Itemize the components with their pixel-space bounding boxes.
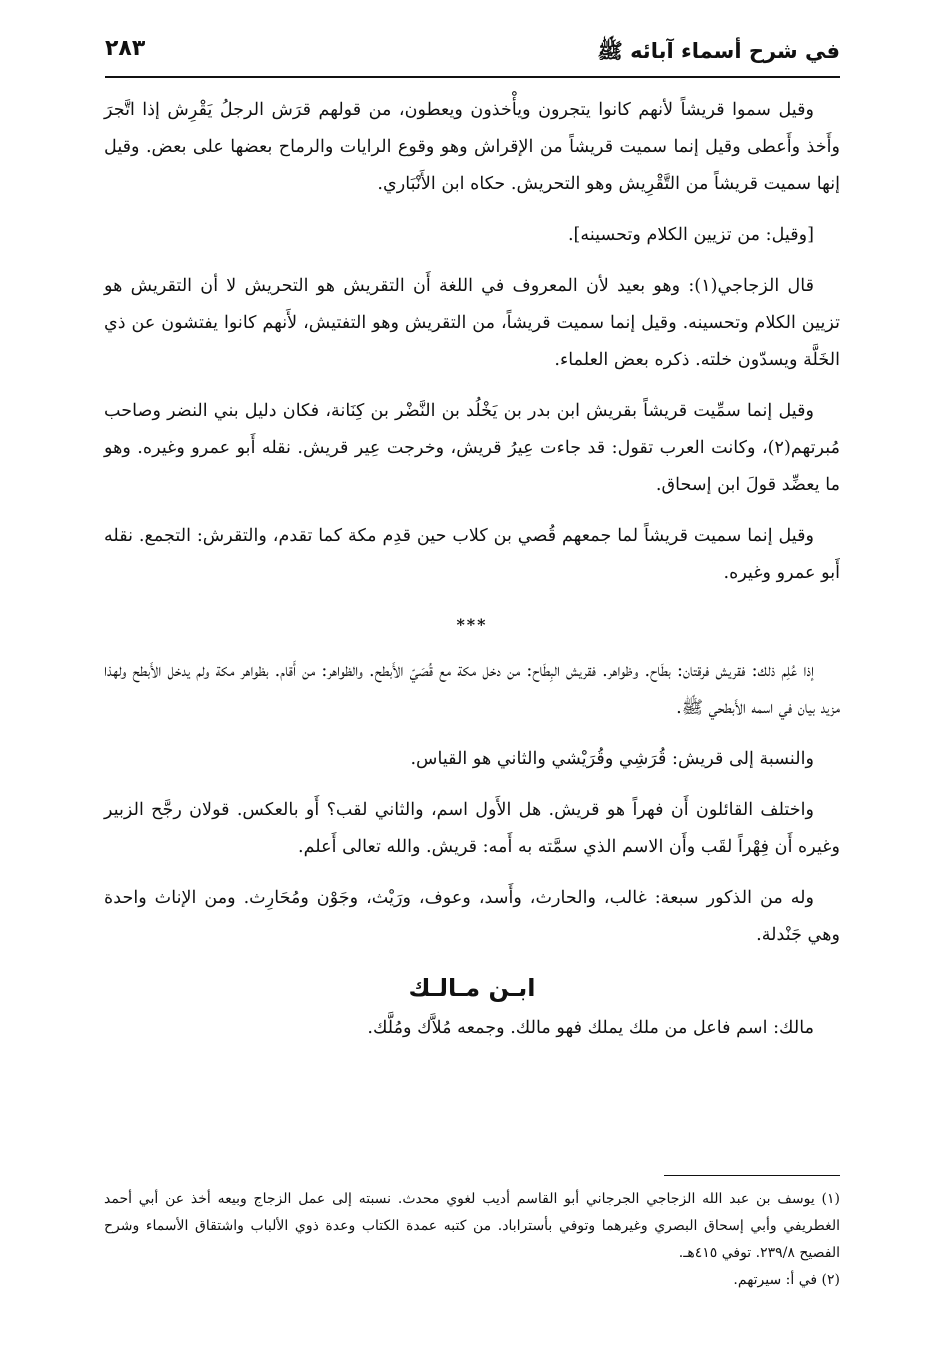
header-rule (105, 76, 840, 78)
section-separator: *** (456, 615, 488, 634)
footnotes (104, 1175, 840, 1294)
page-number: ٢٨٣ (105, 36, 146, 61)
paragraph-quraysh-ibn-badr: وقيل إنما سمِّيت قريشاً بقريش ابن بدر بن يَخْلُد بن النَّضْر بن كِنَانة، فكان دليل بني النضر وصاحب مُبرتهم(٢)، وكانت العرب تقول: قد جاءت عِيرُ قريش، وخرجت عِير قريش. نقله أَبو عمرو وغيره. وهو ما يعضِّد قولَ ابن إسحاق. (104, 401, 840, 495)
paragraph-quraysh-trade: وقيل سموا قريشاً لأنهم كانوا يتجرون ويأْخذون ويعطون، من قولهم قرَش الرجلُ يَقْرِش إذا اتَّجرَ وأَخذ وأَعطى وقيل إنما سميت قريشاً من الإقراش وهو وقوع الرايات والرماح بعضها على بعض. وقيل إنها سميت قريشاً من التَّقْرِيش وهو التحريش. حكاه ابن الأَنْبَاري. (104, 100, 840, 194)
running-title: في شرح أسماء آبائه ﷺ (597, 39, 840, 63)
paragraph-nisba: والنسبة إلى قريش: قُرَشِي وقُرَيْشي والثاني هو القياس. (410, 749, 814, 769)
paragraph-qusayy: وقيل إنما سميت قريشاً لما جمعهم قُصي بن كلاب حين قدِم مكة كما تقدم، والتقرش: التجمع. نقله أَبو عمرو وغيره. (104, 526, 840, 583)
paragraph-zajjaji: قال الزجاجي(١): وهو بعيد لأن المعروف في اللغة أَن التقريش هو التحريش لا أن التقريش هو تزيين الكلام وتحسينه. وقيل إنما سميت قريشاً، من التقريش وهو التفتيش، لأَنهم كانوا يفتشون عن ذي الخَلَّة ويسدّون خلته. ذكره بعض العلماء. (104, 276, 840, 370)
section-heading: ابـن مـالـك (408, 974, 536, 1002)
page-header (105, 26, 840, 78)
paragraph-bracket-note: [وقيل: من تزيين الكلام وتحسينه]. (567, 225, 814, 245)
paragraph-fihr: واختلف القائلون أَن فهراً هو قريش. هل الأَول اسم، والثاني لقب؟ أَو بالعكس. قولان رجَّح الزبير وغيره أَن فِهْراً لقَب وأَن الاسم الذي سمَّته به أَمه: قريش. والله تعالى أَعلم. (104, 800, 840, 857)
main-text (104, 92, 840, 1061)
paragraph-children: وله من الذكور سبعة: غالب، والحارث، وأَسد، وعوف، ورَيْث، وجَوْن ومُحَارِث. ومن الإناث واحدة وهي جَنْدلة. (104, 888, 840, 945)
paragraph-bitah-zawahir: إذا عُلِم ذلك: فقريش فرقتان: بطَاح. وظواهر. فقريش البِطَاح: من دخل مكة مع قُصَيّ الأَبطح. والظواهر: من أَقام. بظواهر مكة ولم يدخل الأَبطح ولهذا مزيد بيان في اسمه الأَبطحي ﷺ. (104, 661, 840, 718)
footnote-2: (٢) في أ: سيرتهم. (733, 1272, 840, 1288)
footnote-rule (664, 1175, 840, 1176)
footnote-1: (١) يوسف بن عبد الله الزجاجي الجرجاني أبو القاسم أديب لغوي محدث. نسبته إلى عمل الزجاج وبيعه أخذ عن أبي أحمد الغطريفي وأبي إسحاق البصري وغيرهما وتوفي بأستراباد. من كتبه عمدة الكتاب وعدة ذوي الألباب واشتقاق الأسماء وشرح الفصيح ٢٣٩/٨. توفي ٤١٥هـ. (104, 1191, 841, 1261)
paragraph-malik: مالك: اسم فاعل من ملك يملك فهو مالك. وجمعه مُلاَّك ومُلَّك. (367, 1018, 814, 1038)
